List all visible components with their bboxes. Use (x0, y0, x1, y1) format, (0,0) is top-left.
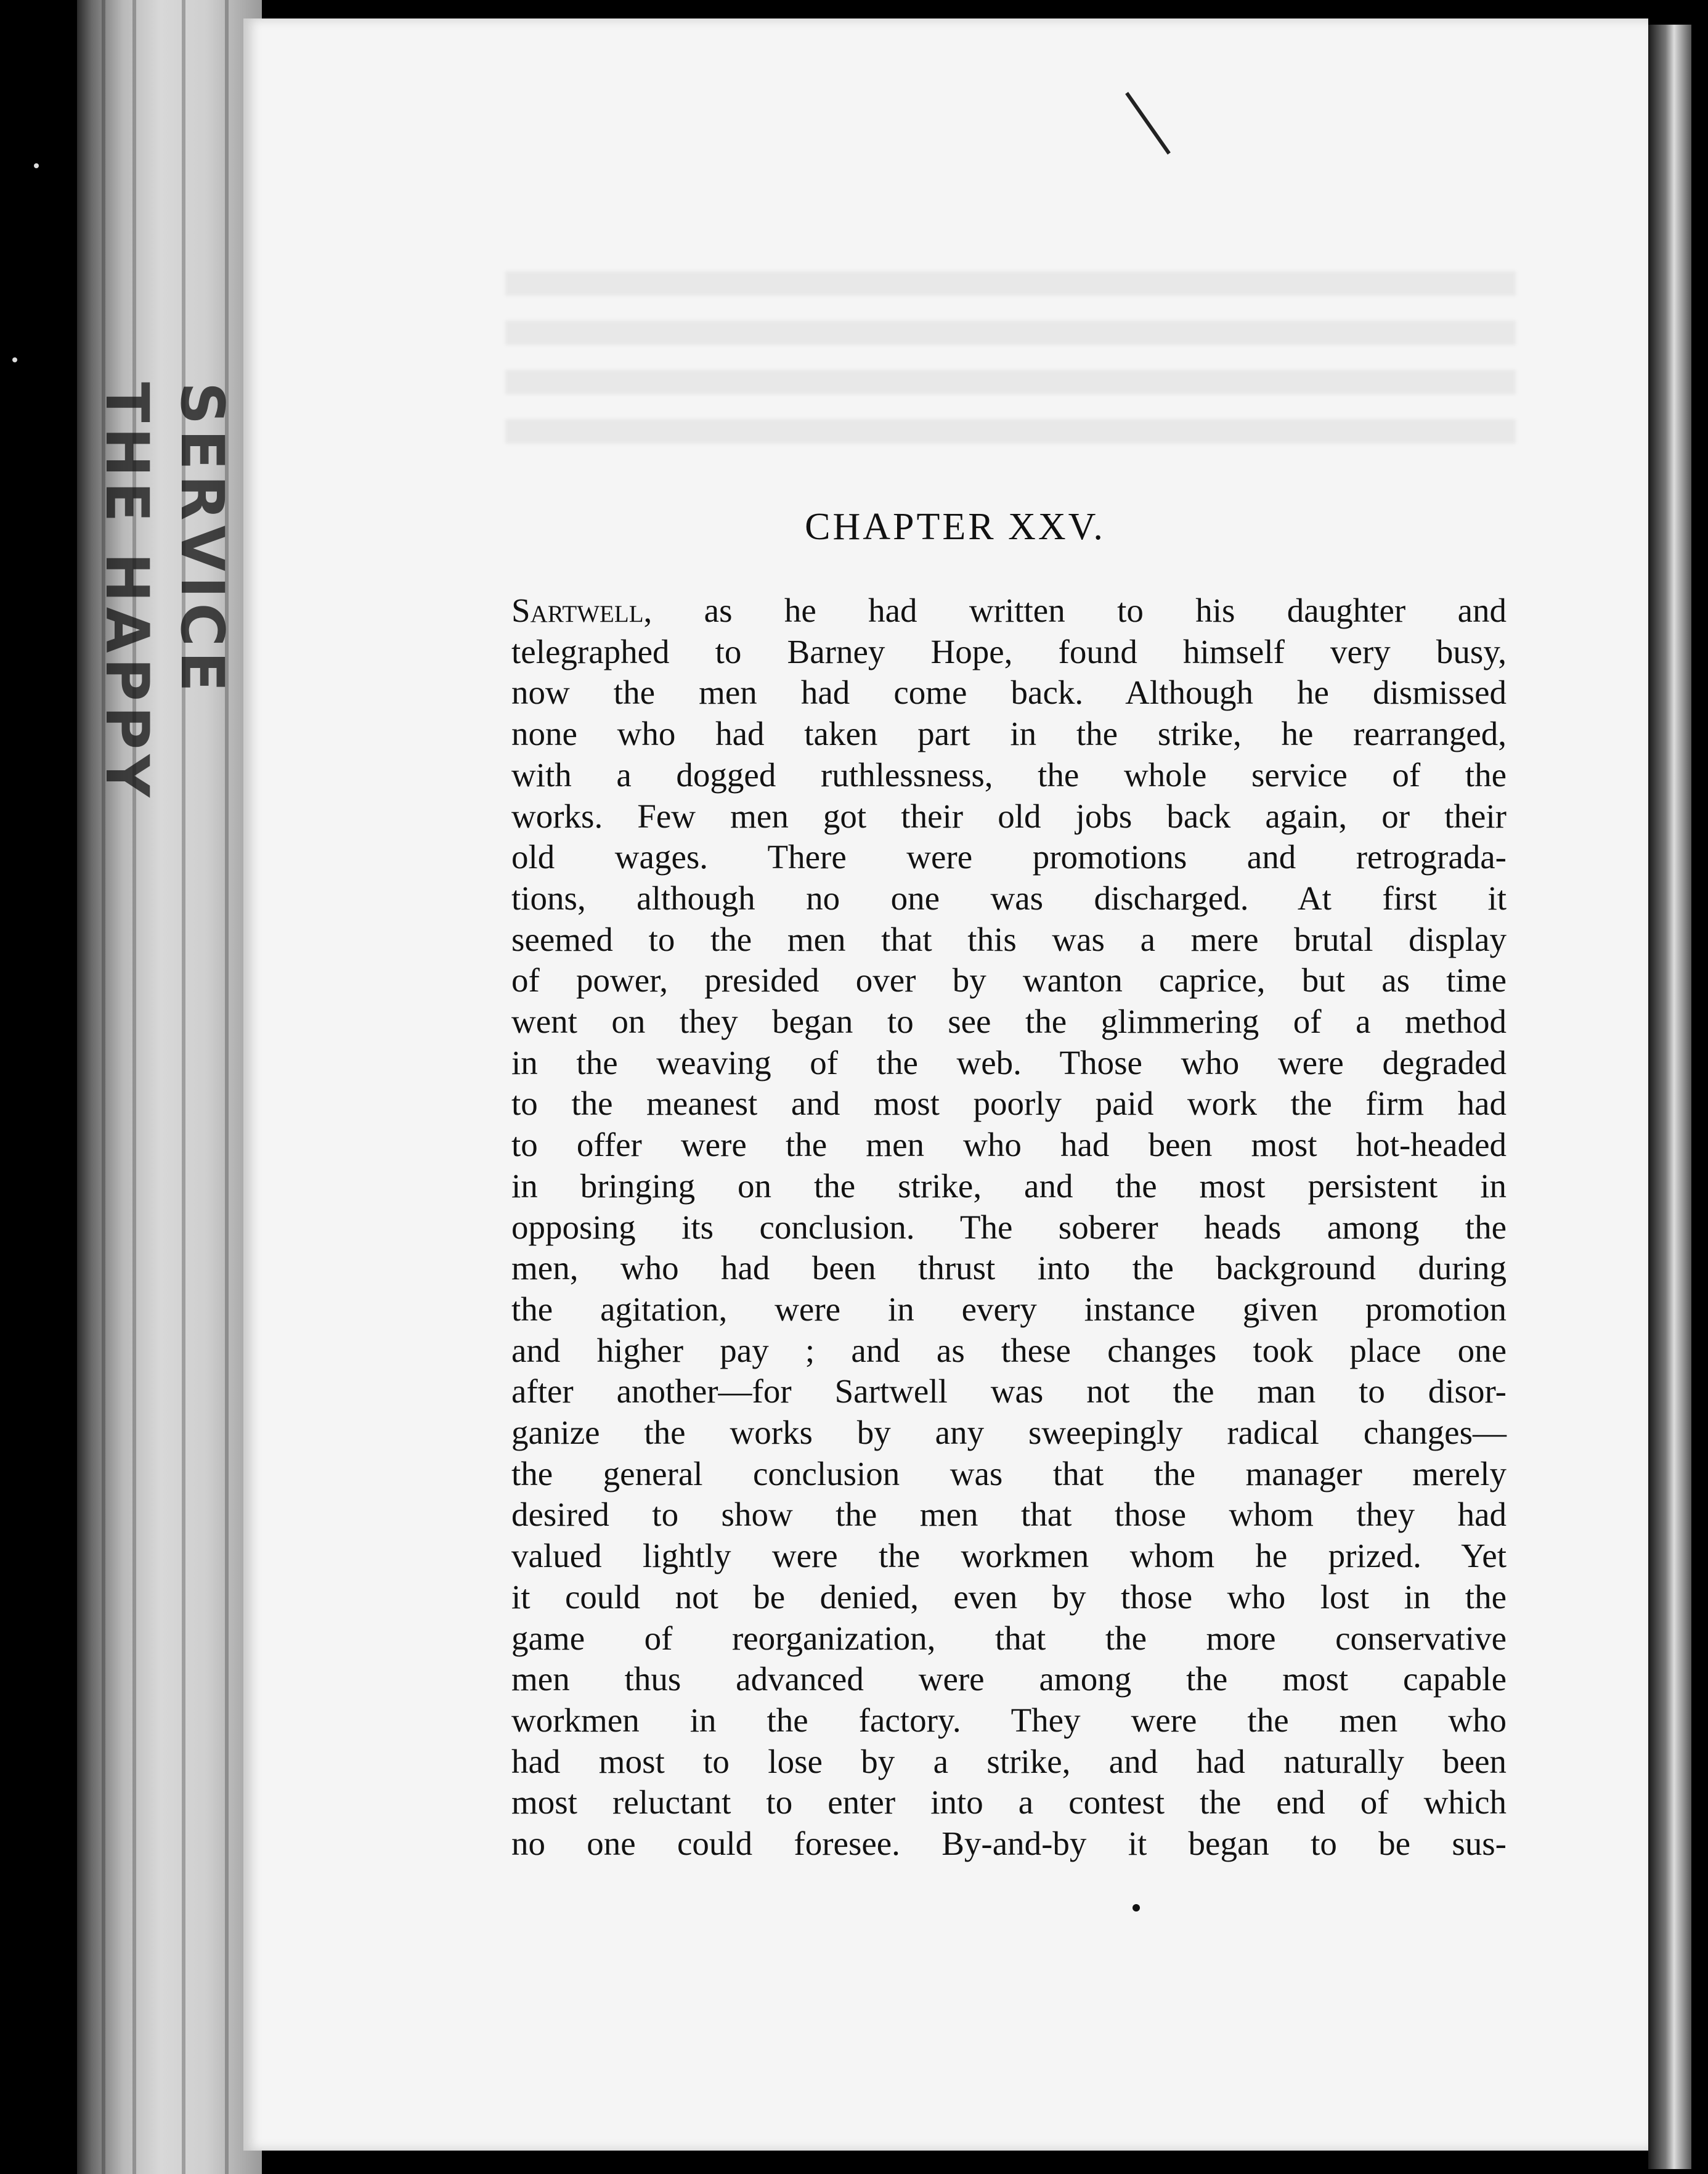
text-line: works. Few men got their old jobs back again, or their (511, 797, 1507, 835)
text-line: the agitation, were in every instance given promotion (511, 1290, 1507, 1328)
text-line: none who had taken part in the strike, he rearranged, (511, 715, 1507, 753)
right-page-edge (1648, 25, 1691, 2169)
text-line: went on they began to see the glimmering of a method (511, 1003, 1507, 1041)
text-line: Sartwell, as he had written to his daughter and (511, 592, 1507, 629)
spine-text-column: SERVICE (168, 382, 237, 697)
spine-text-column: THE HAPPY (92, 382, 161, 802)
spine-print-through (92, 382, 237, 1923)
text-line: no one could foresee. By-and-by it began to be sus- (511, 1825, 1507, 1863)
text-line: game of reorganization, that the more conservative (511, 1619, 1507, 1657)
chapter-title: CHAPTER XXV. (805, 506, 1105, 548)
speck (34, 163, 39, 168)
text-line: ganize the works by any sweepingly radical changes— (511, 1414, 1507, 1452)
text-line: workmen in the factory. They were the men who (511, 1701, 1507, 1739)
text-line: men, who had been thrust into the background during (511, 1249, 1507, 1287)
text-line: after another—for Sartwell was not the man to disor- (511, 1372, 1507, 1411)
bleed-through-line (505, 370, 1516, 394)
first-word-smallcaps: Sartwell (511, 592, 644, 629)
text-line: had most to lose by a strike, and had naturally been (511, 1742, 1507, 1780)
text-line: telegraphed to Barney Hope, found himself very busy, (511, 632, 1507, 670)
text-line: tions, although no one was discharged. At first it (511, 879, 1507, 917)
text-line: desired to show the men that those whom they had (511, 1496, 1507, 1534)
text-line: with a dogged ruthlessness, the whole service of the (511, 755, 1507, 794)
bleed-through-line (505, 320, 1516, 345)
text-line: in bringing on the strike, and the most persistent in (511, 1166, 1507, 1205)
text-line: now the men had come back. Although he dismissed (511, 674, 1507, 712)
bleed-through-line (505, 419, 1516, 444)
text-line: seemed to the men that this was a mere brutal display (511, 920, 1507, 958)
text-line: men thus advanced were among the most capable (511, 1660, 1507, 1698)
page-dot-mark (1133, 1904, 1140, 1911)
text-line: the general conclusion was that the manager merely (511, 1454, 1507, 1492)
text-line: it could not be denied, even by those who lost in the (511, 1578, 1507, 1616)
body-text (511, 590, 1507, 1865)
text-line: to the meanest and most poorly paid work the firm had (511, 1085, 1507, 1123)
text-line: to offer were the men who had been most hot-headed (511, 1126, 1507, 1164)
speck (12, 357, 17, 362)
text-line: valued lightly were the workmen whom he prized. Yet (511, 1537, 1507, 1575)
text-line: in the weaving of the web. Those who were degraded (511, 1043, 1507, 1081)
bleed-through-line (505, 271, 1516, 296)
text-line: and higher pay ; and as these changes took place one (511, 1331, 1507, 1369)
text-line: of power, presided over by wanton caprice, but as time (511, 961, 1507, 999)
text-line: old wages. There were promotions and retrograda- (511, 838, 1507, 876)
text-line: opposing its conclusion. The soberer heads among the (511, 1208, 1507, 1246)
text-line: most reluctant to enter into a contest the end of which (511, 1783, 1507, 1822)
